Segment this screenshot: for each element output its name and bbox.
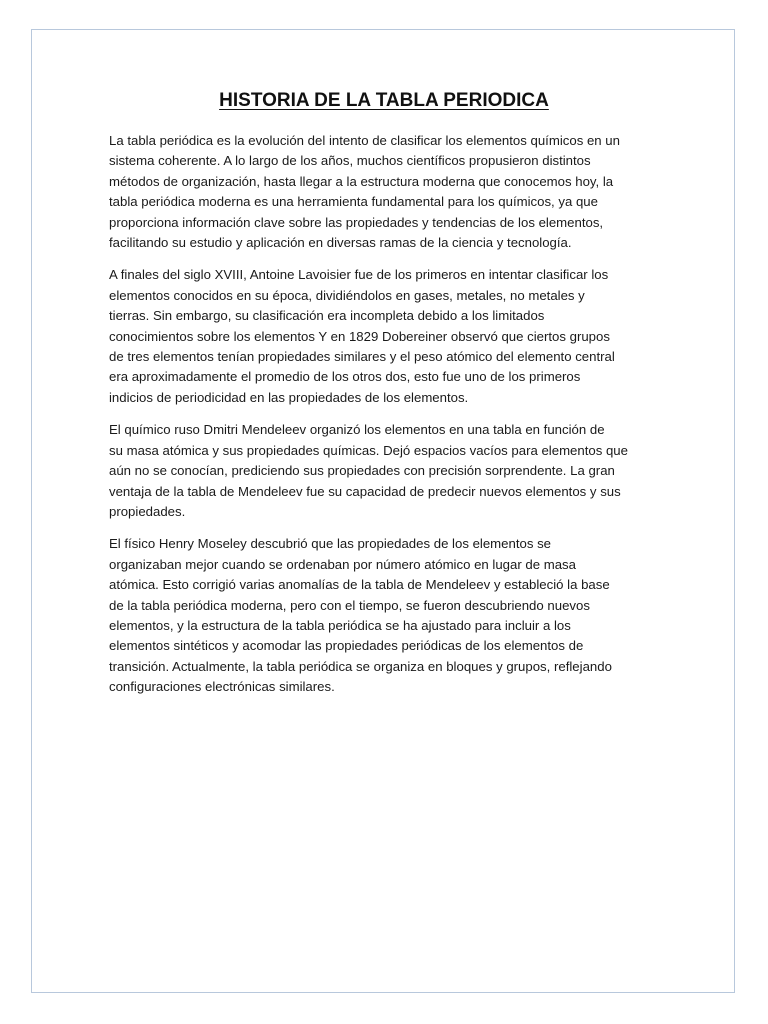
document-title: HISTORIA DE LA TABLA PERIODICA <box>219 90 549 111</box>
paragraph-mendeleev: El químico ruso Dmitri Mendeleev organizó los elementos en una tabla en función de su masa atómica y sus propiedades químicas. Dejó espacios vacíos para elementos que aún no se conocían, prediciendo sus propiedades con precisión sorprendente. La gran ventaja de la tabla de Mendeleev fue su capacidad de predecir nuevos elementos y sus propiedades. <box>109 422 628 519</box>
paragraph-lavoisier: A finales del siglo XVIII, Antoine Lavoisier fue de los primeros en intentar clasificar los elementos conocidos en su época, dividiéndolos en gases, metales, no metales y tierras. Sin embargo, su clasificación era incompleta debido a los limitados conocimientos sobre los elementos Y en 1829 Dobereiner observó que ciertos grupos de tres elementos tenían propiedades similares y el peso atómico del elemento central era aproximadamente el promedio de los otros dos, esto fue uno de los primeros indicios de periodicidad en las propiedades de los elementos. <box>109 267 615 405</box>
paragraph-moseley: El físico Henry Moseley descubrió que las propiedades de los elementos se organizaban mejor cuando se ordenaban por número atómico en lugar de masa atómica. Esto corrigió varias anomalías de la tabla de Mendeleev y estableció la base de la tabla periódica moderna, pero con el tiempo, se fueron descubriendo nuevos elementos, y la estructura de la tabla periódica se ha ajustado para incluir a los elementos sintéticos y acomodar las propiedades periódicas de los elementos de transición. Actualmente, la tabla periódica se organiza en bloques y grupos, reflejando configuraciones electrónicas similares. <box>109 536 612 695</box>
document-body <box>109 131 661 710</box>
paragraph-intro: La tabla periódica es la evolución del intento de clasificar los elementos químicos en un sistema coherente. A lo largo de los años, muchos científicos propusieron distintos métodos de organización, hasta llegar a la estructura moderna que conocemos hoy, la tabla periódica moderna es una herramienta fundamental para los químicos, ya que proporciona información clave sobre las propiedades y tendencias de los elementos, facilitando su estudio y aplicación en diversas ramas de la ciencia y tecnología. <box>109 133 620 251</box>
